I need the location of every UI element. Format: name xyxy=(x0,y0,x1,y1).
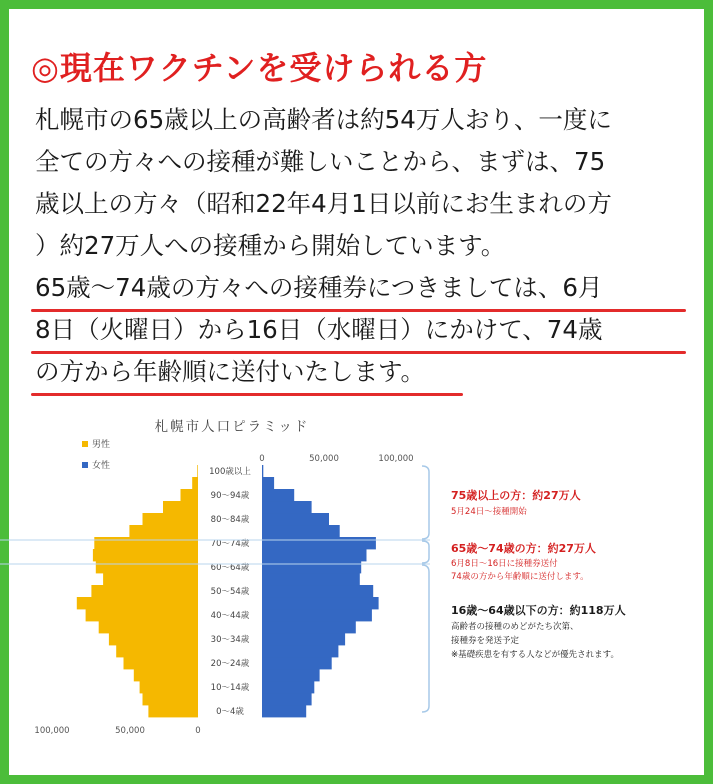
male-bar xyxy=(94,537,198,549)
age-tick-label: 80〜84歳 xyxy=(210,515,250,525)
annotation-line: 6月8日〜16日に接種券送付 xyxy=(451,559,558,569)
female-bar xyxy=(262,525,340,537)
highlighted-line: 8日（火曜日）から16日（水曜日）にかけて、74歳 xyxy=(35,315,603,344)
male-bar xyxy=(91,585,198,597)
female-axis-tick: 100,000 xyxy=(378,454,414,464)
female-bar xyxy=(262,537,376,549)
age-tick-label: 60〜64歳 xyxy=(210,563,250,573)
annotation-heading-65-74: 65歳〜74歳の方：約27万人 xyxy=(451,542,596,555)
red-underline xyxy=(31,351,686,354)
male-bar xyxy=(86,609,198,621)
age-tick-label: 10〜14歳 xyxy=(210,683,250,693)
legend-label-female: 女性 xyxy=(92,461,111,471)
male-bar xyxy=(77,597,198,609)
legend-swatch-female xyxy=(82,462,88,468)
female-bar xyxy=(262,645,338,657)
female-bar xyxy=(262,501,312,513)
male-bar xyxy=(109,633,198,645)
age-tick-label: 0〜4歳 xyxy=(216,707,244,717)
female-bar xyxy=(262,597,379,609)
male-bar xyxy=(103,573,198,585)
female-bar xyxy=(262,549,367,561)
male-bar xyxy=(143,693,199,705)
annotation-line: 74歳の方から年齢順に送付します。 xyxy=(451,572,589,582)
highlighted-line: 65歳〜74歳の方々への接種券につきましては、6月 xyxy=(35,273,603,302)
age-tick-label: 40〜44歳 xyxy=(210,611,250,621)
female-bar xyxy=(262,693,312,705)
bracket-65-74 xyxy=(422,541,429,563)
female-axis-tick: 50,000 xyxy=(309,454,339,464)
female-bar xyxy=(262,513,329,525)
annotation-line: 高齢者の接種のめどがたち次第、 xyxy=(451,622,579,632)
male-bar xyxy=(99,621,198,633)
female-axis-tick: 0 xyxy=(259,454,265,464)
paragraph-line: ）約27万人への接種から開始しています。 xyxy=(35,231,506,260)
legend-label-male: 男性 xyxy=(92,440,111,450)
chart-title: 札幌市人口ピラミッド xyxy=(154,419,310,435)
page-title: ◎現在ワクチンを受けられる方 xyxy=(31,49,488,87)
female-bar xyxy=(262,609,372,621)
female-bar xyxy=(262,561,361,573)
male-bar xyxy=(96,561,198,573)
male-bar xyxy=(140,681,198,693)
male-bar xyxy=(197,465,198,477)
male-axis-tick: 100,000 xyxy=(34,726,70,736)
paragraph-line: 札幌市の65歳以上の高齢者は約54万人おり、一度に xyxy=(35,105,612,134)
age-tick-label: 50〜54歳 xyxy=(210,587,250,597)
male-bar xyxy=(124,657,199,669)
female-bar xyxy=(262,573,360,585)
legend-swatch-male xyxy=(82,441,88,447)
age-tick-label: 30〜34歳 xyxy=(210,635,250,645)
bracket-75-plus xyxy=(422,466,429,539)
age-tick-label: 70〜74歳 xyxy=(210,539,250,549)
female-bar xyxy=(262,465,263,477)
male-bar xyxy=(181,489,199,501)
population-pyramid-chart xyxy=(0,400,713,745)
bracket-16-64 xyxy=(422,565,429,712)
female-bar xyxy=(262,621,356,633)
male-bar xyxy=(143,513,199,525)
male-axis-tick: 50,000 xyxy=(115,726,145,736)
red-underline xyxy=(31,309,686,312)
annotation-line: ※基礎疾患を有する人などが優先されます。 xyxy=(451,650,619,660)
age-tick-label: 100歳以上 xyxy=(209,467,251,477)
male-bar xyxy=(93,549,198,561)
male-bar xyxy=(163,501,198,513)
annotation-line: 接種券を発送予定 xyxy=(451,636,520,646)
annotation-heading-16-64: 16歳〜64歳以下の方：約118万人 xyxy=(451,604,626,617)
highlighted-line: の方から年齢順に送付いたします。 xyxy=(35,357,426,386)
annotation-heading-75-plus: 75歳以上の方：約27万人 xyxy=(451,489,581,502)
female-bar xyxy=(262,657,332,669)
age-tick-label: 20〜24歳 xyxy=(210,659,250,669)
male-axis-tick: 0 xyxy=(195,726,201,736)
paragraph-line: 歳以上の方々（昭和22年4月1日以前にお生まれの方 xyxy=(35,189,612,218)
female-bar xyxy=(262,633,345,645)
male-bar xyxy=(192,477,198,489)
male-bar xyxy=(116,645,198,657)
female-bar xyxy=(262,705,306,717)
male-bar xyxy=(148,705,198,717)
red-underline xyxy=(31,393,463,396)
male-bar xyxy=(129,525,198,537)
annotation-line: 5月24日〜接種開始 xyxy=(451,507,527,517)
female-bar xyxy=(262,489,294,501)
female-bar xyxy=(262,585,373,597)
paragraph-line: 全ての方々への接種が難しいことから、まずは、75 xyxy=(35,147,606,176)
female-bar xyxy=(262,477,274,489)
male-bar xyxy=(134,669,198,681)
age-tick-label: 90〜94歳 xyxy=(210,491,250,501)
female-bar xyxy=(262,669,320,681)
female-bar xyxy=(262,681,314,693)
